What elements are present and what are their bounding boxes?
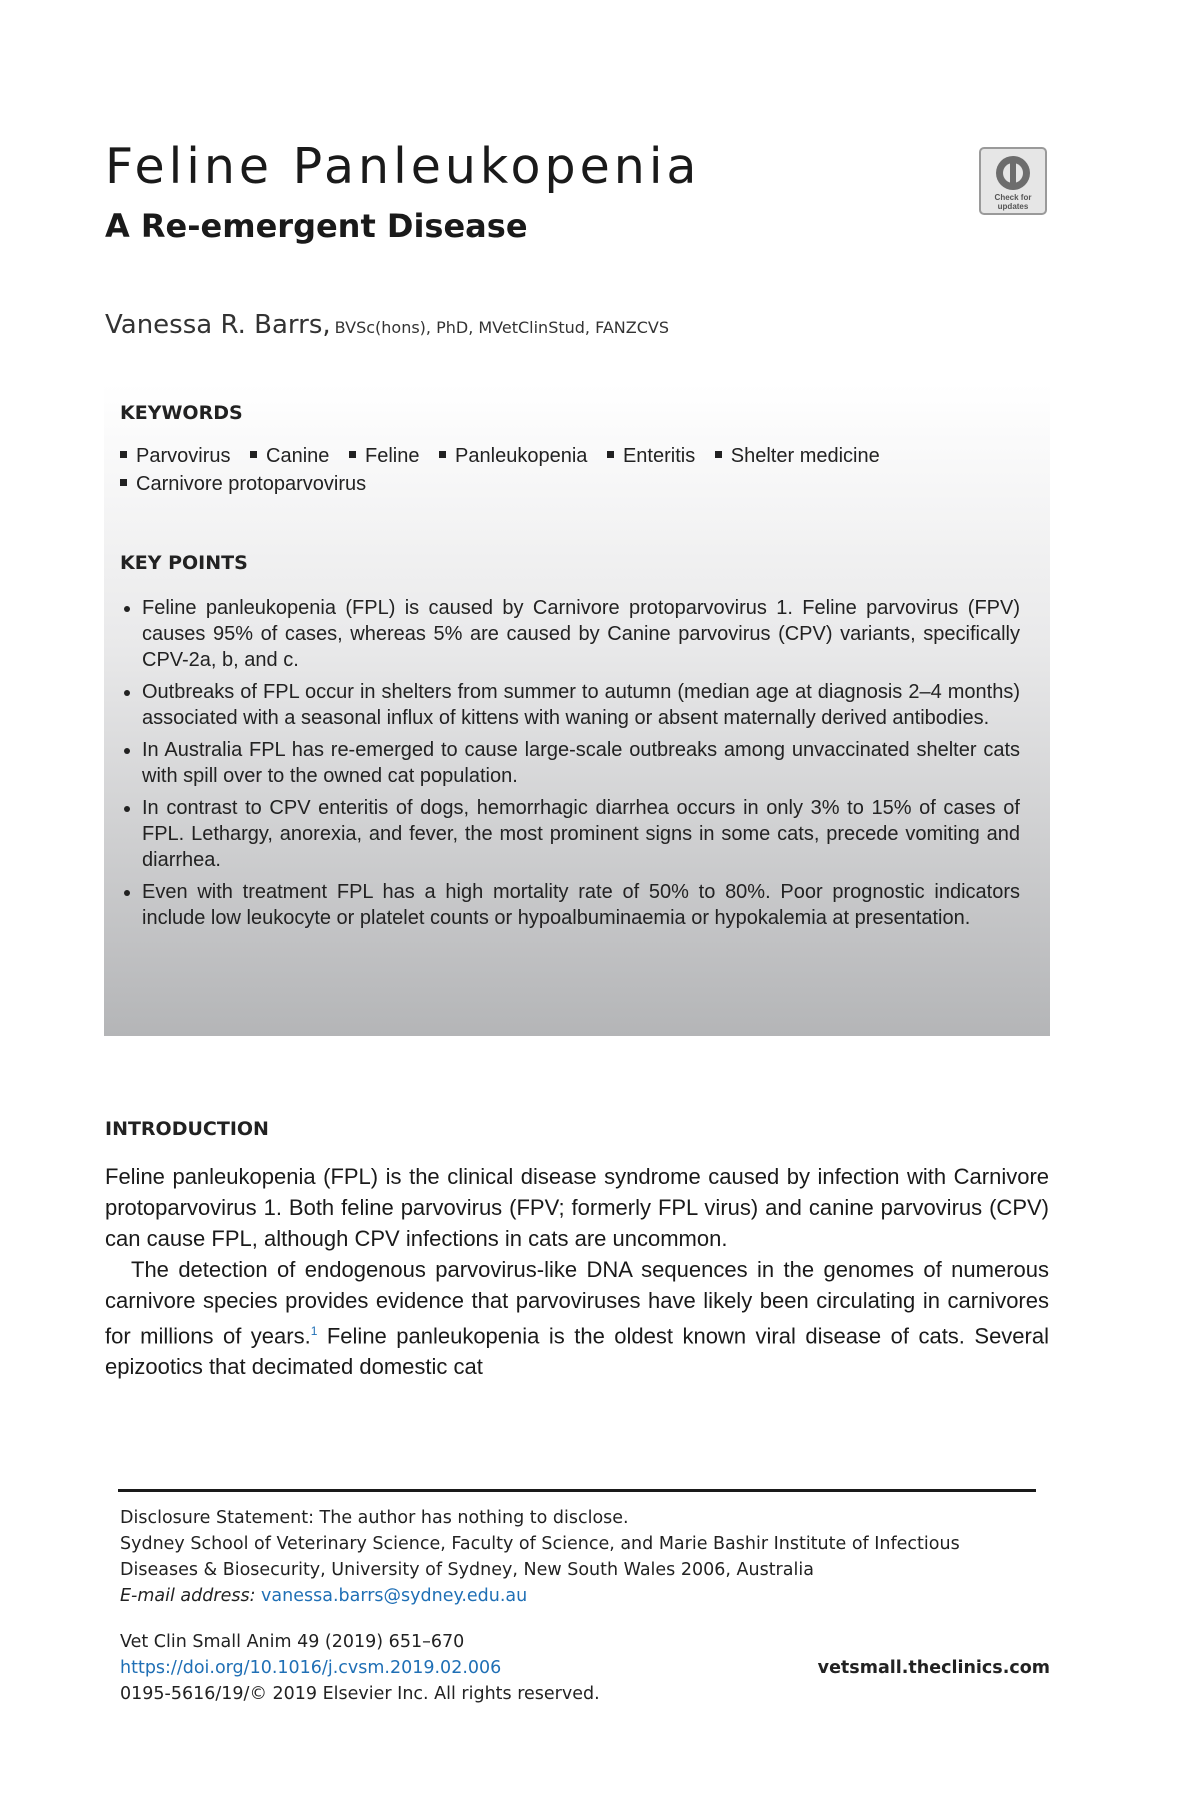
keyword-item: Panleukopenia <box>439 442 587 470</box>
email-label: E-mail address: <box>120 1586 256 1606</box>
keywords-keypoints-box <box>104 384 1050 1036</box>
badge-label: Check for updates <box>994 193 1032 211</box>
keyword-item: Enteritis <box>607 442 695 470</box>
affiliation-line-1: Sydney School of Veterinary Science, Faculty of Science, and Marie Bashir Institute of Infectious <box>120 1534 960 1554</box>
keyword-item: Feline <box>349 442 419 470</box>
keywords-heading: KEYWORDS <box>120 402 243 424</box>
introduction-heading: INTRODUCTION <box>105 1118 269 1140</box>
keyword-item: Canine <box>250 442 329 470</box>
doi-link[interactable]: https://doi.org/10.1016/j.cvsm.2019.02.006 <box>120 1658 502 1678</box>
publication-info <box>120 1629 600 1707</box>
keywords-list <box>120 442 1020 498</box>
reference-1-link[interactable]: 1 <box>310 1324 318 1338</box>
intro-paragraph-2 <box>105 1254 1049 1382</box>
intro-paragraph-2-continued: Feline panleukopenia is the oldest known viral disease of cats. Several epizootics that decimated domestic cat <box>105 1323 1049 1380</box>
copyright-line: 0195-5616/19/© 2019 Elsevier Inc. All rights reserved. <box>120 1684 600 1704</box>
key-points-heading: KEY POINTS <box>120 552 248 574</box>
check-for-updates-badge[interactable] <box>979 147 1047 215</box>
key-point-item: Outbreaks of FPL occur in shelters from summer to autumn (median age at diagnosis 2–4 months) associated with a seasonal influx of kittens with waning or absent maternally derived antibodies. <box>120 679 1020 731</box>
journal-citation: Vet Clin Small Anim 49 (2019) 651–670 <box>120 1632 465 1652</box>
key-point-item: Even with treatment FPL has a high mortality rate of 50% to 80%. Poor prognostic indicators include low leukocyte or platelet counts or hypoalbuminaemia or hypokalemia at presentation. <box>120 879 1020 931</box>
key-point-item: In Australia FPL has re-emerged to cause large-scale outbreaks among unvaccinated shelter cats with spill over to the owned cat population. <box>120 737 1020 789</box>
email-line <box>120 1583 1050 1609</box>
email-link[interactable]: vanessa.barrs@sydney.edu.au <box>261 1586 528 1606</box>
author-name: Vanessa R. Barrs, <box>105 310 331 340</box>
update-circle-icon <box>993 153 1033 193</box>
key-points-list <box>120 595 1020 937</box>
keyword-item: Shelter medicine <box>715 442 880 470</box>
key-point-item: Feline panleukopenia (FPL) is caused by Carnivore protoparvovirus 1. Feline parvovirus (FPV) causes 95% of cases, whereas 5% are caused by Canine parvovirus (CPV) variants, specifically CPV-2a, b, and c. <box>120 595 1020 673</box>
article-subtitle: A Re-emergent Disease <box>105 207 528 245</box>
journal-website[interactable]: vetsmall.theclinics.com <box>817 1658 1050 1678</box>
disclosure-statement: Disclosure Statement: The author has nothing to disclose. <box>120 1508 629 1528</box>
affiliation-line-2: Diseases & Biosecurity, University of Sydney, New South Wales 2006, Australia <box>120 1560 814 1580</box>
article-title: Feline Panleukopenia <box>105 138 701 195</box>
footnote-divider <box>118 1489 1036 1492</box>
intro-paragraph-1: Feline panleukopenia (FPL) is the clinical disease syndrome caused by infection with Carnivore protoparvovirus 1. Both feline parvovirus (FPV; formerly FPL virus) and canine parvovirus (CPV) can cause FPL, although CPV infections in cats are uncommon. <box>105 1164 1049 1251</box>
keyword-item: Parvovirus <box>120 442 230 470</box>
author-line <box>105 310 669 340</box>
keyword-item: Carnivore protoparvovirus <box>120 470 366 498</box>
author-credentials: BVSc(hons), PhD, MVetClinStud, FANZCVS <box>334 318 669 337</box>
key-point-item: In contrast to CPV enteritis of dogs, hemorrhagic diarrhea occurs in only 3% to 15% of cases of FPL. Lethargy, anorexia, and fever, the most prominent signs in some cats, precede vomiting and diarrhea. <box>120 795 1020 873</box>
introduction-body <box>105 1161 1049 1382</box>
intro-paragraph-2-text: The detection of endogenous parvovirus-like DNA sequences in the genomes of numerous carnivore species provides evidence that parvoviruses have likely been circulating in carnivores for millions of years. <box>105 1257 1049 1349</box>
footnotes <box>120 1505 1050 1609</box>
